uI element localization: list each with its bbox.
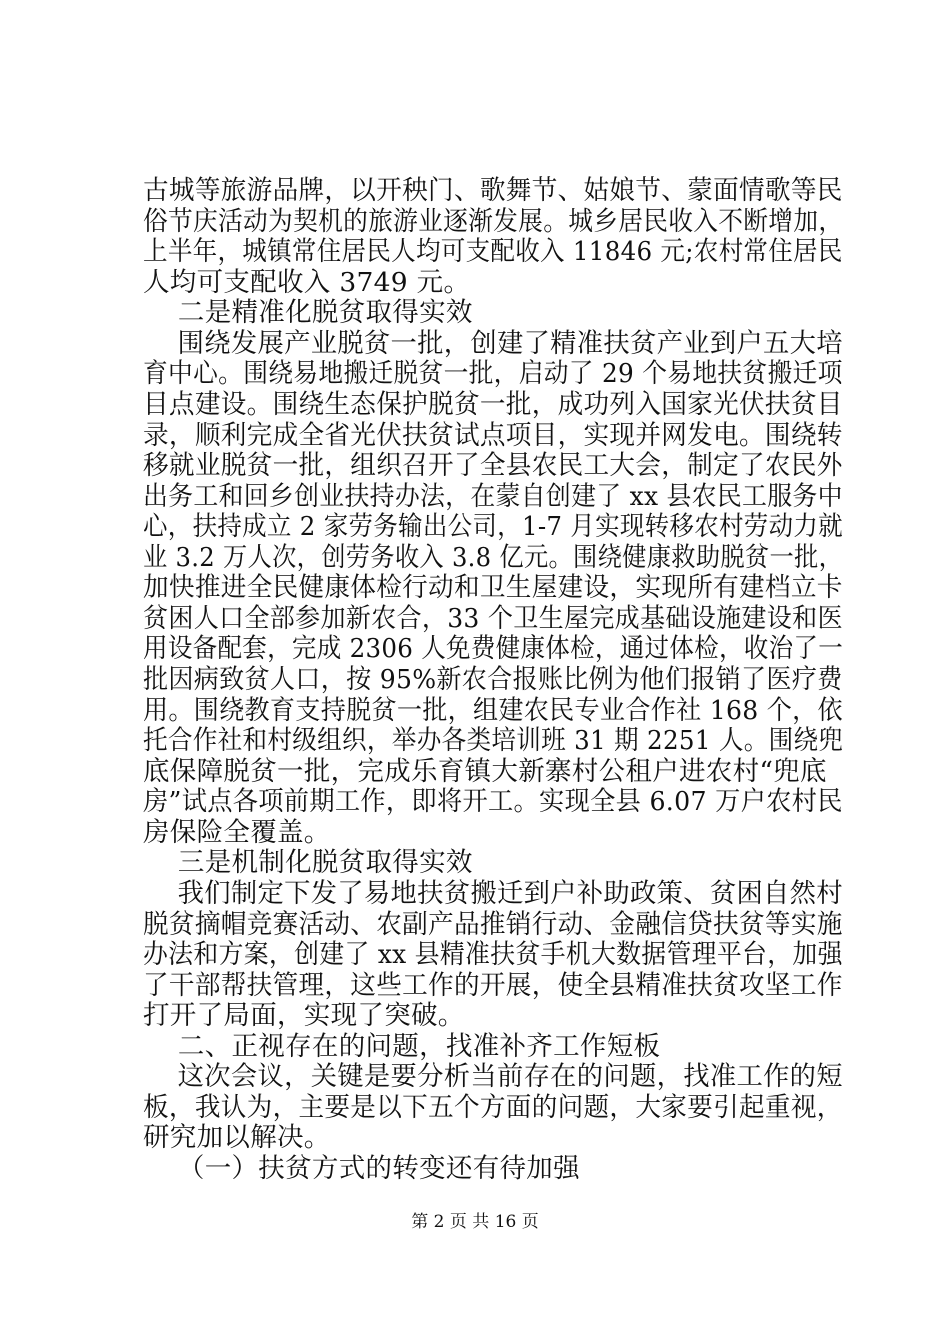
text-line: 育中心。围绕易地搬迁脱贫一批，启动了 29 个易地扶贫搬迁项: [143, 358, 843, 389]
text-line: 用设备配套，完成 2306 人免费健康体检，通过体检，收治了一: [143, 633, 844, 664]
text-line: 我们制定下发了易地扶贫搬迁到户补助政策、贫困自然村: [143, 878, 843, 909]
text-line: 心，扶持成立 2 家劳务输出公司，1-7 月实现转移农村劳动力就: [143, 511, 843, 542]
section-heading: 二、正视存在的问题，找准补齐工作短板: [143, 1031, 661, 1062]
text-line: 了干部帮扶管理，这些工作的开展，使全县精准扶贫攻坚工作: [143, 970, 843, 1001]
subsection-heading: （一）扶贫方式的转变还有待加强: [143, 1153, 580, 1184]
text-line: 贫困人口全部参加新农合，33 个卫生屋完成基础设施建设和医: [143, 603, 843, 634]
text-line: 业 3.2 万人次，创劳务收入 3.8 亿元。围绕健康救助脱贫一批，: [143, 542, 844, 573]
text-line: 目点建设。围绕生态保护脱贫一批，成功列入国家光伏扶贫目: [143, 389, 843, 420]
text-line: 研究加以解决。: [143, 1122, 331, 1153]
text-line: 古城等旅游品牌，以开秧门、歌舞节、姑娘节、蒙面情歌等民: [143, 175, 843, 206]
text-line: 批因病致贫人口，按 95%新农合报账比例为他们报销了医疗费: [143, 664, 843, 695]
text-line: 房”试点各项前期工作，即将开工。实现全县 6.07 万户农村民: [143, 786, 843, 817]
text-line: 俗节庆活动为契机的旅游业逐渐发展。城乡居民收入不断增加，: [143, 206, 844, 237]
text-line: 加快推进全民健康体检行动和卫生屋建设，实现所有建档立卡: [143, 572, 843, 603]
text-line: 脱贫摘帽竞赛活动、农副产品推销行动、金融信贷扶贫等实施: [143, 909, 843, 940]
text-line: 用。围绕教育支持脱贫一批，组建农民专业合作社 168 个，依: [143, 695, 843, 726]
text-line: 人均可支配收入 3749 元。: [143, 267, 471, 298]
section-heading: 二是精准化脱贫取得实效: [143, 297, 473, 328]
text-line: 办法和方案，创建了 xx 县精准扶贫手机大数据管理平台，加强: [143, 939, 843, 970]
text-line: 托合作社和村级组织，举办各类培训班 31 期 2251 人。围绕兜: [143, 725, 844, 756]
text-line: 板，我认为，主要是以下五个方面的问题，大家要引起重视，: [143, 1092, 843, 1123]
text-line: 移就业脱贫一批，组织召开了全县农民工大会，制定了农民外: [143, 450, 843, 481]
text-line: 打开了局面，实现了突破。: [143, 1000, 465, 1031]
text-line: 录，顺利完成全省光伏扶贫试点项目，实现并网发电。围绕转: [143, 420, 843, 451]
page-number-footer: 第 2 页 共 16 页: [411, 1212, 539, 1232]
section-heading: 三是机制化脱贫取得实效: [143, 847, 473, 878]
text-line: 底保障脱贫一批，完成乐育镇大新寨村公租户进农村“兜底: [143, 756, 827, 787]
text-line: 这次会议，关键是要分析当前存在的问题，找准工作的短: [143, 1061, 843, 1092]
text-line: 出务工和回乡创业扶持办法，在蒙自创建了 xx 县农民工服务中: [143, 481, 843, 512]
text-line: 围绕发展产业脱贫一批，创建了精准扶贫产业到户五大培: [143, 328, 843, 359]
text-line: 房保险全覆盖。: [143, 817, 331, 848]
text-line: 上半年，城镇常住居民人均可支配收入 11846 元;农村常住居民: [143, 236, 843, 267]
